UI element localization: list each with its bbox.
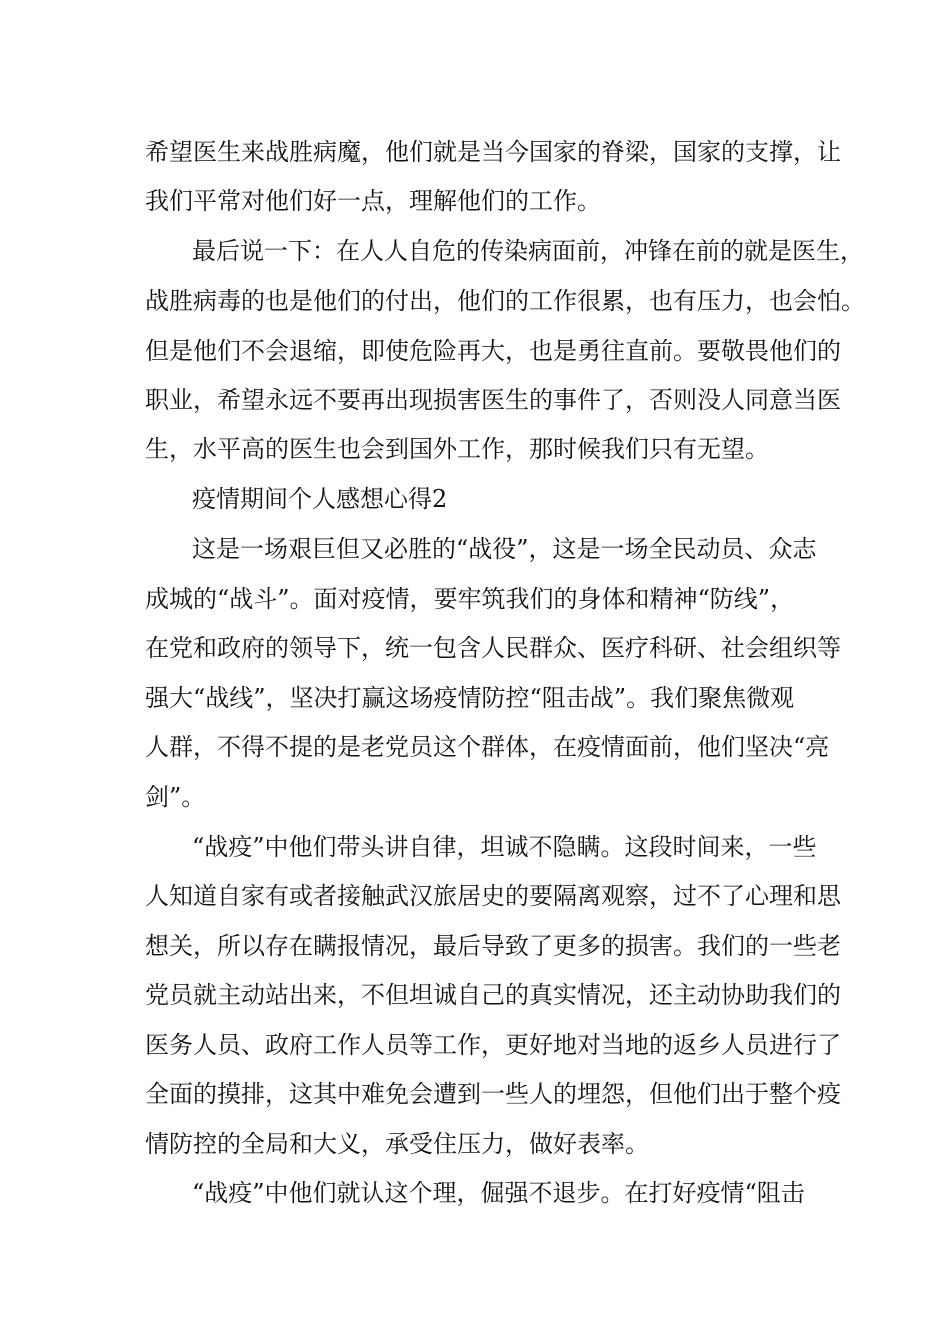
paragraph-first-line: 最后说一下：在人人自危的传染病面前，冲锋在前的就是医生， <box>192 237 864 265</box>
paragraph-first-line: 这是一场艰巨但又必胜的“战役”，这是一场全民动员、众志 <box>192 535 817 563</box>
text-line: 战胜病毒的也是他们的付出，他们的工作很累，也有压力，也会怕。 <box>145 287 865 315</box>
section-heading: 疫情期间个人感想心得2 <box>192 485 448 513</box>
text-line: 剑”。 <box>145 783 206 811</box>
paragraph-first-line: “战疫”中他们带头讲自律，坦诚不隐瞒。这段时间来，一些 <box>192 833 817 861</box>
text-line: 但是他们不会退缩，即使危险再大，也是勇往直前。要敬畏他们的 <box>145 337 841 365</box>
text-line: 职业，希望永远不要再出现损害医生的事件了，否则没人同意当医 <box>145 386 841 414</box>
text-line: 在党和政府的领导下，统一包含人民群众、医疗科研、社会组织等 <box>145 634 841 662</box>
text-line: 医务人员、政府工作人员等工作，更好地对当地的返乡人员进行了 <box>145 1031 841 1059</box>
text-line: 成城的“战斗”。面对疫情，要牢筑我们的身体和精神“防线”， <box>145 585 795 613</box>
text-line: 人群，不得不提的是老党员这个群体，在疫情面前，他们坚决“亮 <box>145 733 830 761</box>
text-line: 希望医生来战胜病魔，他们就是当今国家的脊梁，国家的支撑，让 <box>145 138 841 166</box>
text-line: 全面的摸排，这其中难免会遭到一些人的埋怨，但他们出于整个疫 <box>145 1080 841 1108</box>
text-line: 生，水平高的医生也会到国外工作，那时候我们只有无望。 <box>145 435 769 463</box>
text-line: 党员就主动站出来，不但坦诚自己的真实情况，还主动协助我们的 <box>145 981 841 1009</box>
paragraph-first-line: “战疫”中他们就认这个理，倔强不退步。在打好疫情“阻击 <box>192 1179 805 1207</box>
text-line: 我们平常对他们好一点，理解他们的工作。 <box>145 187 601 215</box>
text-line: 想关，所以存在瞒报情况，最后导致了更多的损害。我们的一些老 <box>145 932 841 960</box>
text-line: 强大“战线”，坚决打赢这场疫情防控“阻击战”。我们聚焦微观 <box>145 684 795 712</box>
text-line: 情防控的全局和大义，承受住压力，做好表率。 <box>145 1130 649 1158</box>
text-line: 人知道自家有或者接触武汉旅居史的要隔离观察，过不了心理和思 <box>145 882 841 910</box>
